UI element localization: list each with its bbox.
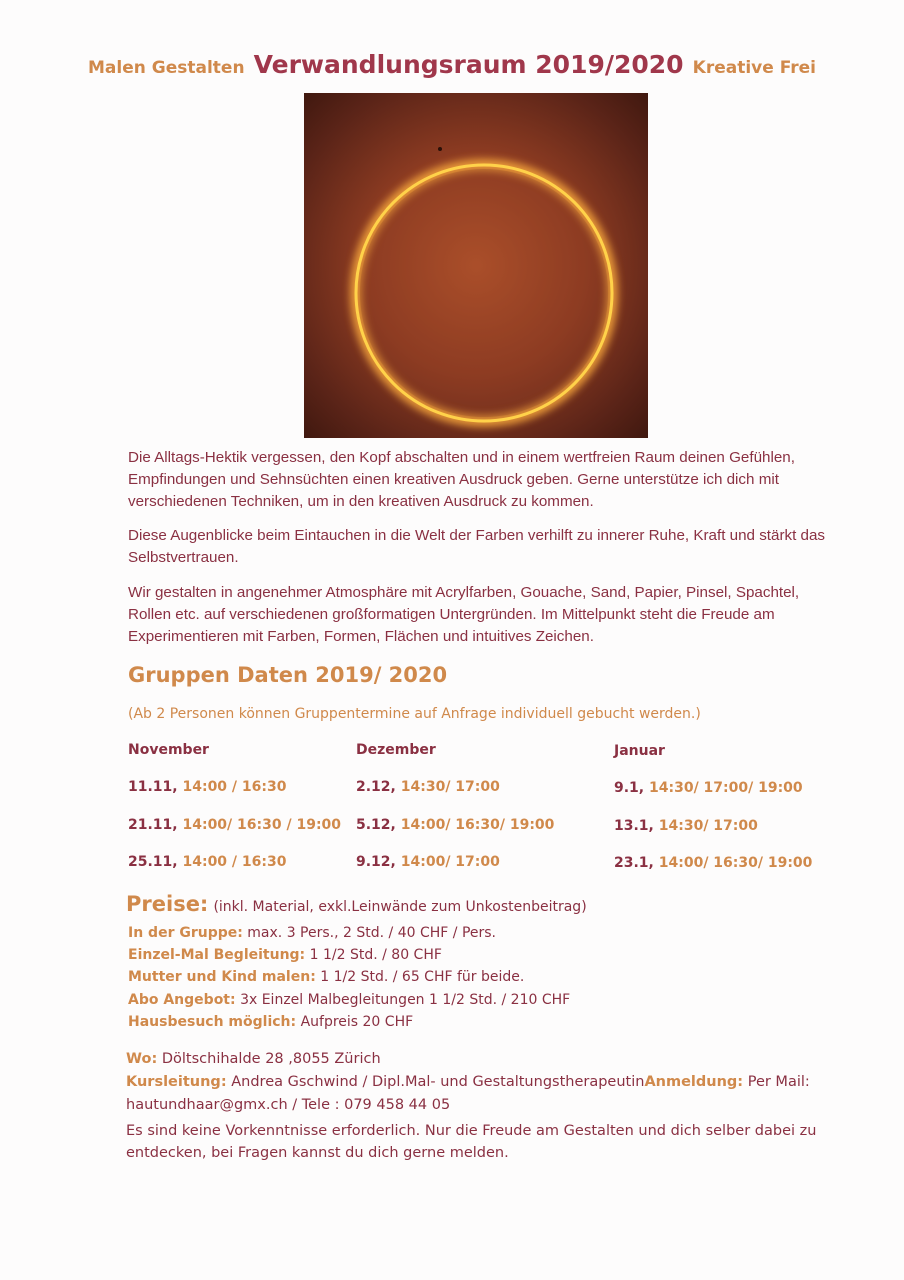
- ring-of-light-icon: [304, 93, 648, 438]
- date-entry: 9.12, 14:00/ 17:00: [356, 854, 500, 870]
- group-dates-heading: Gruppen Daten 2019/ 2020: [128, 663, 448, 687]
- intro-paragraph-2: Diese Augenblicke beim Eintauchen in die Welt der Farben verhilft zu innerer Ruhe, Kraft und stärkt das Selbstvertrauen.: [128, 527, 826, 566]
- eclipse-image: [304, 93, 648, 438]
- title-main: Verwandlungsraum 2019/2020: [253, 50, 684, 79]
- location-line: Wo: Döltschihalde 28 ,8055 Zürich: [126, 1051, 381, 1067]
- month-januar: Januar: [614, 743, 665, 759]
- closing-paragraph: Es sind keine Vorkenntnisse erforderlich. Nur die Freude am Gestalten und dich selber dabei zu entdecken, bei Fragen kannst du dich gerne melden.: [126, 1123, 817, 1161]
- intro-paragraph-1: Die Alltags-Hektik vergessen, den Kopf abschalten und in einem wertfreien Raum deinen Gefühlen, Empfindungen und Sehnsüchten einen kreativen Ausdruck geben. Gerne unterstütze ich dich mit verschiedenen Techniken, um in den kreativen Ausdruck zu kommen.: [128, 449, 795, 510]
- price-item: Einzel-Mal Begleitung: 1 1/2 Std. / 80 CHF: [128, 947, 442, 963]
- price-item: Hausbesuch möglich: Aufpreis 20 CHF: [128, 1014, 414, 1030]
- prices-heading: Preise: (inkl. Material, exkl.Leinwände zum Unkostenbeitrag): [126, 892, 587, 916]
- date-entry: 21.11, 14:00/ 16:30 / 19:00: [128, 817, 342, 833]
- intro-paragraph-3: Wir gestalten in angenehmer Atmosphäre mit Acrylfarben, Gouache, Sand, Papier, Pinsel, Spachtel, Rollen etc. auf verschiedenen großformatigen Untergründen. Im Mittelpunkt steht die Freude am Experimentieren mit Farben, Formen, Flächen und intuitives Zeichen.: [128, 584, 800, 645]
- page-title: [0, 50, 904, 79]
- date-entry: 2.12, 14:30/ 17:00: [356, 779, 500, 795]
- date-entry: 13.1, 14:30/ 17:00: [614, 818, 758, 834]
- contact-line: hautundhaar@gmx.ch / Tele : 079 458 44 05: [126, 1097, 451, 1113]
- date-entry: 11.11, 14:00 / 16:30: [128, 779, 287, 795]
- group-dates-note: (Ab 2 Personen können Gruppentermine auf Anfrage individuell gebucht werden.): [128, 706, 701, 722]
- price-item: In der Gruppe: max. 3 Pers., 2 Std. / 40 CHF / Pers.: [128, 925, 496, 941]
- course-leader-line: Kursleitung: Andrea Gschwind / Dipl.Mal- und GestaltungstherapeutinAnmeldung: Per Mail:: [126, 1074, 810, 1090]
- date-entry: 25.11, 14:00 / 16:30: [128, 854, 287, 870]
- date-entry: 9.1, 14:30/ 17:00/ 19:00: [614, 780, 803, 796]
- date-entry: 23.1, 14:00/ 16:30/ 19:00: [614, 855, 813, 871]
- month-november: November: [128, 742, 209, 758]
- month-dezember: Dezember: [356, 742, 436, 758]
- date-entry: 5.12, 14:00/ 16:30/ 19:00: [356, 817, 555, 833]
- title-suffix: Kreative Frei: [692, 58, 816, 78]
- price-item: Mutter und Kind malen: 1 1/2 Std. / 65 CHF für beide.: [128, 969, 525, 985]
- price-item: Abo Angebot: 3x Einzel Malbegleitungen 1 1/2 Std. / 210 CHF: [128, 992, 571, 1008]
- title-prefix: Malen Gestalten: [88, 58, 245, 78]
